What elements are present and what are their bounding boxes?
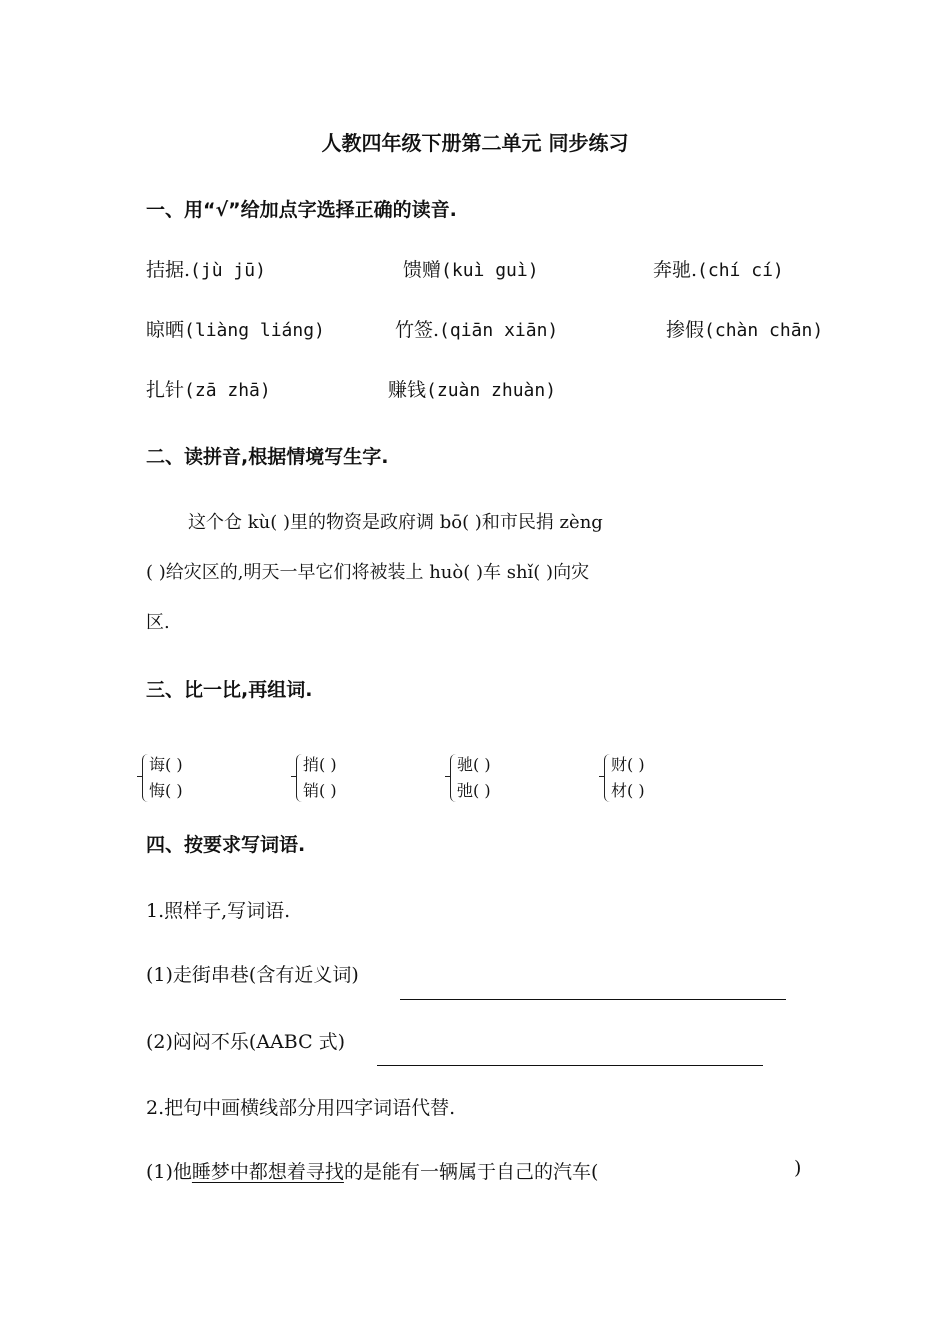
- pinyin-item: [146, 375, 271, 402]
- item-word: 奔驰.: [653, 259, 698, 281]
- underlined-phrase: 睡梦中都想着寻找: [191, 1161, 344, 1183]
- item-word: 拮据.: [146, 259, 191, 281]
- item-word: 竹签.: [395, 319, 440, 341]
- item-word: 晾晒: [146, 319, 185, 341]
- pinyin-item: [666, 315, 823, 342]
- item-options: (liàng liáng): [184, 320, 325, 341]
- pinyin-item: [146, 315, 325, 342]
- paragraph-line: 这个仓 kù( )里的物资是政府调 bō( )和市民捐 zèng: [188, 512, 603, 533]
- item-options: (zuàn zhuàn): [426, 380, 557, 401]
- item-word: 馈赠: [403, 259, 442, 281]
- brace-icon: [296, 754, 303, 802]
- pinyin-item: [395, 315, 558, 342]
- section2-heading: 二、读拼音,根据情境写生字.: [146, 446, 389, 468]
- question-2: 2.把句中画横线部分用四字词语代替.: [146, 1097, 456, 1119]
- question-1b: (2)闷闷不乐(AABC 式): [146, 1031, 346, 1053]
- brace-icon: [450, 754, 457, 802]
- item-word: 扎针: [146, 379, 185, 401]
- compare-item: 财( ): [611, 755, 645, 774]
- pinyin-item: [146, 255, 266, 282]
- pinyin-item: [388, 375, 556, 402]
- compare-group: [604, 752, 645, 804]
- section4-heading: 四、按要求写词语.: [146, 834, 306, 856]
- compare-item: 悔( ): [149, 781, 183, 800]
- compare-group: [296, 752, 337, 804]
- item-options: (zā zhā): [184, 380, 271, 401]
- question-1a: (1)走街串巷(含有近义词): [146, 964, 359, 986]
- page-title: 人教四年级下册第二单元 同步练习: [321, 131, 629, 155]
- compare-item: 捎( ): [303, 755, 337, 774]
- paragraph-line: 区.: [146, 612, 170, 633]
- compare-item: 材( ): [611, 781, 645, 800]
- sentence-part: (1)他: [146, 1161, 192, 1183]
- pinyin-item: [653, 255, 784, 282]
- item-options: (jù jū): [190, 260, 266, 281]
- item-word: 掺假: [666, 319, 705, 341]
- section3-heading: 三、比一比,再组词.: [146, 679, 313, 701]
- compare-item: 销( ): [303, 781, 337, 800]
- item-options: (chí cí): [697, 260, 784, 281]
- paragraph-line: ( )给灾区的,明天一早它们将被装上 huò( )车 shǐ( )向灾: [146, 562, 590, 583]
- brace-icon: [142, 754, 149, 802]
- item-options: (qiān xiān): [439, 320, 559, 341]
- question-2a: [146, 1157, 598, 1184]
- brace-icon: [604, 754, 611, 802]
- item-options: (chàn chān): [704, 320, 824, 341]
- compare-group: [142, 752, 183, 804]
- compare-item: 弛( ): [457, 781, 491, 800]
- compare-group: [450, 752, 491, 804]
- answer-line[interactable]: [377, 1065, 763, 1066]
- compare-item: 驰( ): [457, 755, 491, 774]
- question-1: 1.照样子,写词语.: [146, 900, 291, 922]
- closing-paren: ): [794, 1157, 802, 1179]
- answer-line[interactable]: [400, 999, 786, 1000]
- section1-heading: 一、用“√”给加点字选择正确的读音.: [146, 199, 457, 221]
- item-word: 赚钱: [388, 379, 427, 401]
- sentence-part: 的是能有一辆属于自己的汽车(: [343, 1161, 599, 1183]
- item-options: (kuì guì): [441, 260, 539, 281]
- compare-item: 诲( ): [149, 755, 183, 774]
- pinyin-item: [403, 255, 539, 282]
